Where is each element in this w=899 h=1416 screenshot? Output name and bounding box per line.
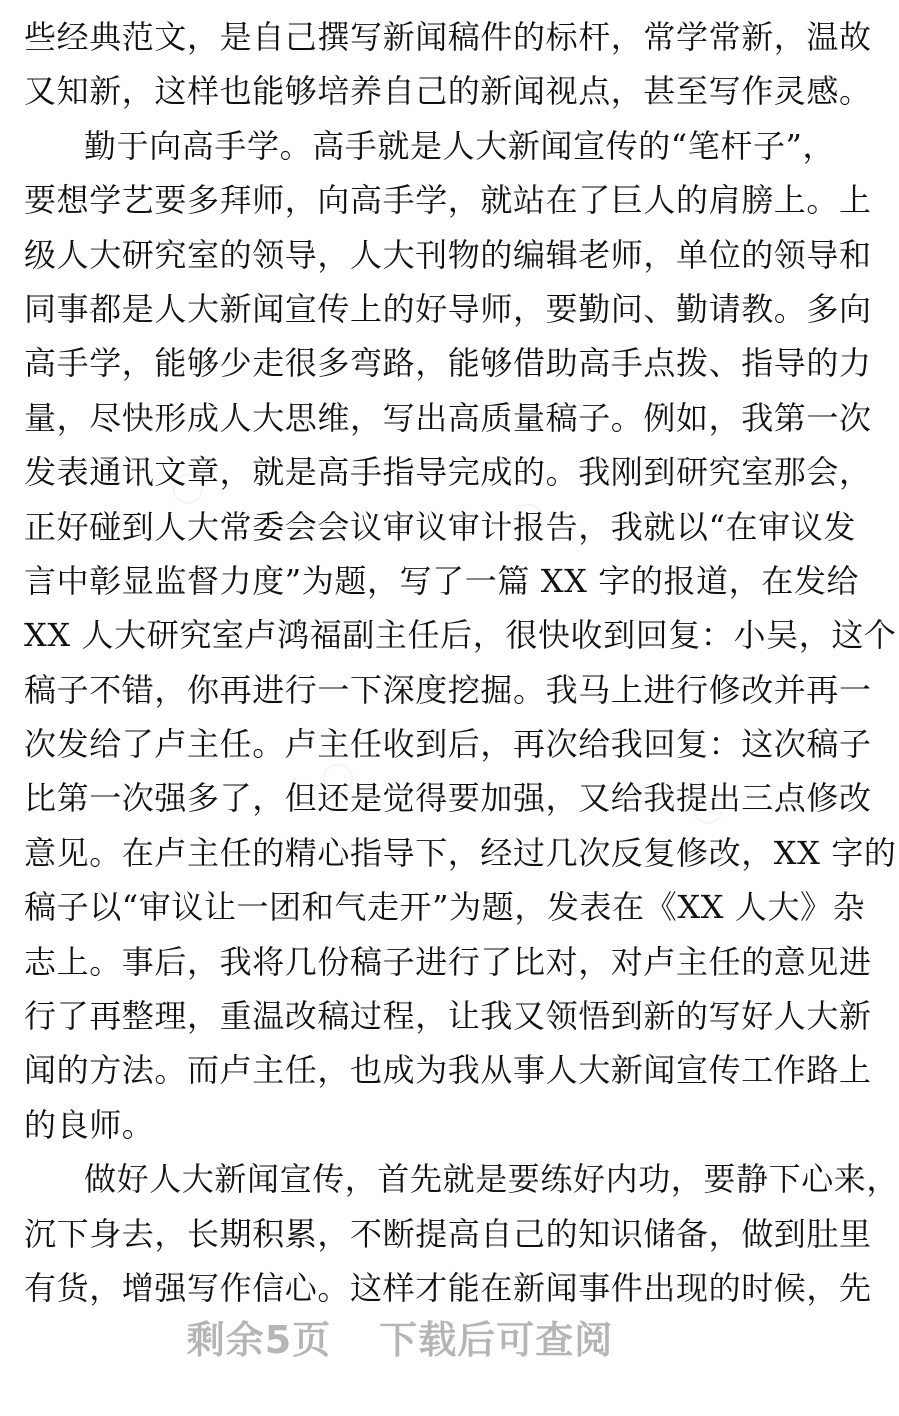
text-line: 沉下身去，长期积累，不断提高自己的知识储备，做到肚里 xyxy=(24,1214,872,1253)
text-line: 些经典范文，是自己撰写新闻稿件的标杆，常学常新，温故 xyxy=(24,18,872,56)
remaining-pages-label[interactable]: 剩余5页 xyxy=(186,1318,332,1362)
text-line: 发表通讯文章，就是高手指导完成的。我刚到研究室那会， xyxy=(24,453,872,492)
text-line: 次发给了卢主任。卢主任收到后，再次给我回复：这次稿子 xyxy=(24,725,872,764)
text-line: XX 人大研究室卢鸿福副主任后，很快收到回复：小吴，这个 xyxy=(24,616,897,655)
text-line: 行了再整理，重温改稿过程，让我又领悟到新的写好人大新 xyxy=(24,997,872,1036)
text-line: 志上。事后，我将几份稿子进行了比对，对卢主任的意见进 xyxy=(24,942,872,981)
text-line: 的良师。 xyxy=(24,1105,155,1144)
text-line: 要想学艺要多拜师，向高手学，就站在了巨人的肩膀上。上 xyxy=(24,181,872,220)
text-line: 稿子以“审议让一团和气走开”为题，发表在《XX 人大》杂 xyxy=(24,888,866,927)
text-line: 比第一次强多了，但还是觉得要加强，又给我提出三点修改 xyxy=(24,779,872,818)
text-line: 言中彰显监督力度”为题，写了一篇 XX 字的报道，在发给 xyxy=(24,561,860,600)
text-line: 有货，增强写作信心。这样才能在新闻事件出现的时候，先 xyxy=(24,1268,872,1307)
text-line: 同事都是人大新闻宣传上的好导师，要勤问、勤请教。多向 xyxy=(24,289,872,328)
text-line: 意见。在卢主任的精心指导下，经过几次反复修改，XX 字的 xyxy=(24,833,897,872)
text-line: 正好碰到人大常委会会议审议审计报告，我就以“在审议发 xyxy=(24,507,856,546)
document-body xyxy=(24,10,899,1315)
text-line: 级人大研究室的领导，人大刊物的编辑老师，单位的领导和 xyxy=(24,235,872,274)
text-line: 闻的方法。而卢主任，也成为我从事人大新闻宣传工作路上 xyxy=(24,1051,872,1090)
text-line: 稿子不错，你再进行一下深度挖掘。我马上进行修改并再一 xyxy=(24,670,872,709)
text-line: 勤于向高手学。高手就是人大新闻宣传的“笔杆子”， xyxy=(84,126,836,165)
download-hint-label[interactable]: 下载后可查阅 xyxy=(379,1318,614,1362)
text-line: 量，尽快形成人大思维，写出高质量稿子。例如，我第一次 xyxy=(24,398,872,437)
text-line: 又知新，这样也能够培养自己的新闻视点，甚至写作灵感。 xyxy=(24,72,872,111)
text-line: 高手学，能够少走很多弯路，能够借助高手点拨、指导的力 xyxy=(24,344,872,383)
download-prompt-bar[interactable] xyxy=(0,1290,800,1390)
text-line: 做好人大新闻宣传，首先就是要练好内功，要静下心来， xyxy=(84,1160,899,1199)
